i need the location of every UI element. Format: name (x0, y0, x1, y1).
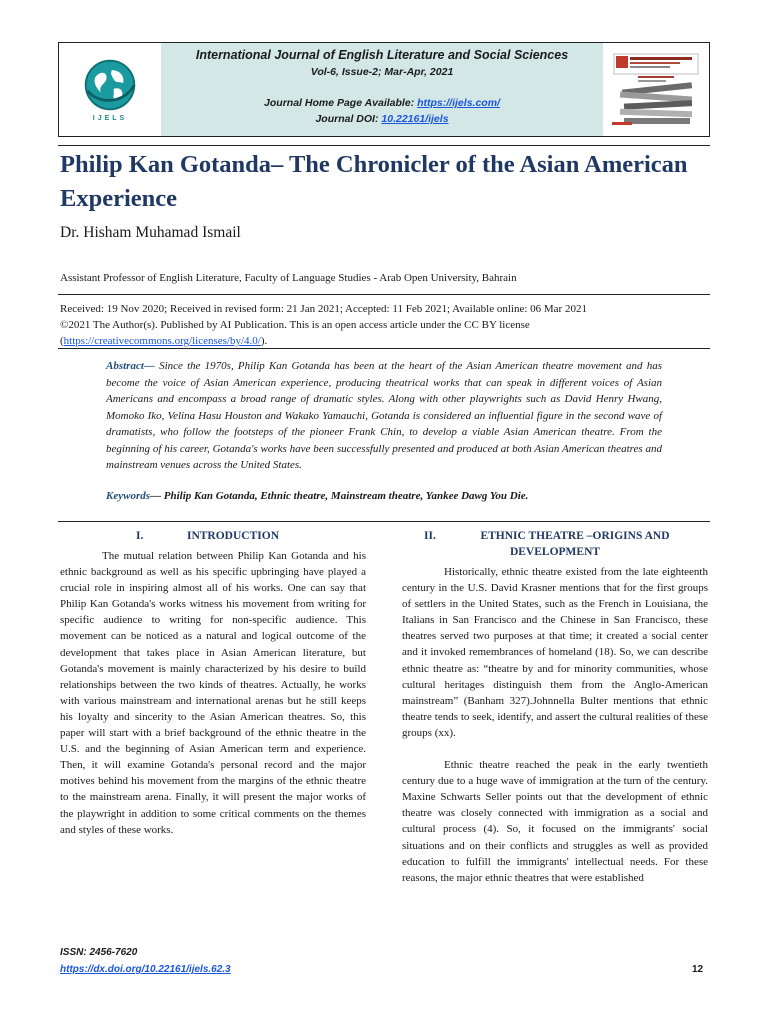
abstract-text: Since the 1970s, Philip Kan Gotanda has been at the heart of the Asian American theatre movement and has become the voice of Asian American experience, producing theatrical works that can speak in different voices of Asian Americans and encompass a broad range of dramatic styles. Along with other playwrights such as David Henry Hwang, Momoko Iko, Velina Hasu Houston and Wakako Yamauchi, Gotanda is considered an influential figure in the second wave of dramatists, who follow the footsteps of the pioneer Frank Chin, to develop a viable Asian American theatre. From the beginning of his career, Gotanda's works have been successfully presented and produced at both Asian American theatres and mainstream venues across the United States. (106, 360, 662, 471)
paren-open: ( (60, 335, 64, 347)
abstract-dash: — (143, 360, 160, 372)
journal-logo (59, 43, 161, 136)
paper-title: Philip Kan Gotanda– The Chronicler of the Asian American Experience (60, 151, 688, 212)
globe-logo-icon (82, 57, 138, 113)
affiliation: Assistant Professor of English Literature, Faculty of Language Studies - Arab Open University, Bahrain (60, 272, 517, 284)
journal-volume: Vol-6, Issue-2; Mar-Apr, 2021 (310, 66, 454, 78)
journal-title: International Journal of English Literature and Social Sciences (195, 48, 569, 62)
author-name: Dr. Hisham Muhamad Ismail (60, 224, 241, 241)
section-2-title-line2: DEVELOPMENT (509, 546, 601, 558)
section-2-paragraph-1: Historically, ethnic theatre existed from the late eighteenth century in the U.S. David Krasner mentions that for the first groups of settlers in the United States, such as the French in Louisiana, the Italians in San Francisco and the Chinese in San Francisco, these theatres served two purposes at that time; it created a social center and it invoked remembrances of homeland (18). So, we can describe ethnic theatre as: “theatre by and for minority communities, whose cultural heritages distinguish them from the Anglo-American mainstream” (Banham 327).Johnnella Bulter mentions that ethnic theatre tends to seek, identify, and assert the cultural realities of these groups (xx). (402, 566, 708, 739)
journal-cover-icon (608, 52, 704, 128)
logo-text: IJELS (92, 115, 128, 122)
doi-link[interactable]: 10.22161/ijels (381, 113, 449, 125)
header-rule (58, 145, 710, 146)
section-1-body (60, 548, 366, 838)
keywords (106, 490, 662, 502)
keywords-text: — Philip Kan Gotanda, Ethnic theatre, Mainstream theatre, Yankee Dawg You Die. (150, 490, 529, 502)
abstract-rule (58, 521, 710, 522)
license-link-line (60, 333, 710, 349)
journal-doi (161, 111, 603, 127)
footer-doi-link[interactable]: https://dx.doi.org/10.22161/ijels.62.3 (60, 964, 231, 975)
paren-close: ). (260, 335, 268, 347)
section-2-paragraph-2: Ethnic theatre reached the peak in the early twentieth century due to a huge wave of immigration at the turn of the century. Maxine Schwarts Seller points out that the development of ethnic theatre was closely connected with immigration as a social and cultural process (4). So, it focused on the immigrants' social situations and on their conflicts and struggles as well as provided education to fulfill the immigrants' intellectual needs. For these reasons, the major ethnic theatres that were established (402, 759, 708, 884)
section-1-title: INTRODUCTION (186, 530, 279, 542)
section-2-number: II. (424, 530, 436, 542)
home-link[interactable]: https://ijels.com/ (417, 97, 500, 109)
page-number: 12 (692, 964, 704, 975)
license-link[interactable]: https://creativecommons.org/licenses/by/4.0/ (63, 335, 261, 347)
section-1-heading (60, 528, 366, 544)
home-label: Journal Home Page Available: (264, 97, 418, 109)
section-1-paragraph: The mutual relation between Philip Kan Gotanda and his ethnic background as well as his specific upbringing have played a crucial role in inspiring almost all of his works. One can say that Philip Kan Gotanda's works witness his movement from writing for specific audience to writing for non-specific audience. This movement can be noticed as a natural and logical outcome of the development that takes place in Asian American literature, but Gotanda's movement is mainly characterized by his desire to build relationships between the two kinds of theatres. Actually, he works with various mainstream and international arenas but he still keeps his loyalty and sincerity to the Asian American theatres. So, this paper will start with a brief background of the ethnic theatre in the U.S. and the beginning of Asian American term and experience. Then, it will examine Gotanda's personal record and the major motives behind his movement from the margins of the ethnic theatre to the mainstream arena. Finally, it will present the major works of the playwright in addition to some critical comments on the themes and styles of these works. (60, 550, 366, 836)
article-history (60, 301, 710, 349)
journal-home (161, 95, 603, 111)
journal-header (58, 42, 710, 137)
doi-label: Journal DOI: (315, 113, 382, 125)
history-rule (58, 348, 710, 349)
journal-cover (603, 43, 709, 136)
license-line: ©2021 The Author(s). Published by AI Publication. This is an open access article under the CC BY license (60, 319, 530, 331)
section-1-number: I. (136, 530, 144, 542)
footer-issn: ISSN: 2456-7620 (60, 947, 138, 958)
abstract (106, 358, 662, 474)
section-2-body (402, 564, 708, 886)
received-dates: Received: 19 Nov 2020; Received in revised form: 21 Jan 2021; Accepted: 11 Feb 2021; Available online: 06 Mar 2021 (60, 303, 587, 315)
section-2-title-line1: ETHNIC THEATRE –ORIGINS AND (480, 530, 670, 542)
keywords-label: Keywords (106, 490, 150, 502)
abstract-label: Abstract (106, 360, 144, 372)
affiliation-rule (58, 294, 710, 295)
section-2-heading (402, 528, 708, 560)
journal-info (161, 43, 603, 136)
